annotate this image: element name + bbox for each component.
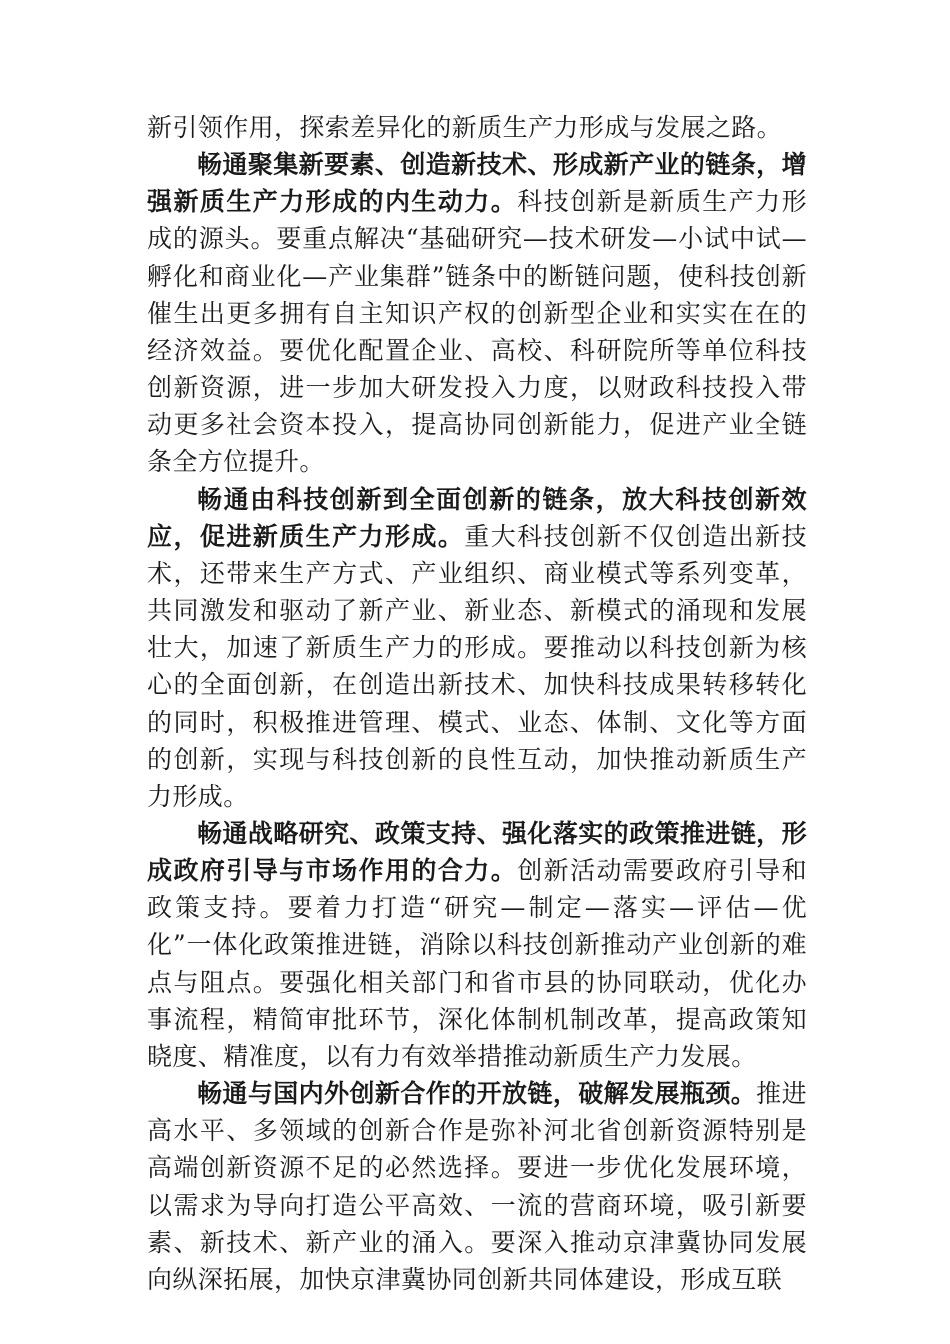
paragraph-body: 重大科技创新不仅创造出新技术，还带来生产方式、产业组织、商业模式等系列变革，共同激发和驱动了新产业、新业态、新模式的涌现和发展壮大，加速了新质生产力的形成。要推动以科技创新为核心的全面创新，在创造出新技术、加快科技成果转移转化的同时，积极推进管理、模式、业态、体制、文化等方面的创新，实现与科技创新的良性互动，加快推动新质生产力形成。 <box>147 521 807 811</box>
paragraph-lead: 畅通由科技创新到全面创新的链条，放大科技创新效应，促进新质生产力形成。 <box>147 484 807 551</box>
paragraph-lead: 畅通聚集新要素、创造新技术、形成新产业的链条，增强新质生产力形成的内生动力。 <box>147 150 807 217</box>
paragraph-lead: 畅通与国内外创新合作的开放链，破解发展瓶颈。 <box>197 1079 757 1109</box>
paragraph-body: 创新活动需要政府引导和政策支持。要着力打造“研究—制定—落实—评估—优化”一体化政策推进链，消除以科技创新推动产业创新的难点与阻点。要强化相关部门和省市县的协同联动，优化办事流程，精简审批环节，深化体制机制改革，提高政策知晓度、精准度，以有力有效举措推动新质生产力发展。 <box>147 856 807 1071</box>
paragraph-comprehensive-innovation <box>147 481 807 815</box>
paragraph-policy-chain <box>147 815 807 1075</box>
article-body <box>147 109 807 1298</box>
paragraph-continuation <box>147 109 807 146</box>
paragraph-innovation-chain <box>147 146 807 480</box>
paragraph-body: 科技创新是新质生产力形成的源头。要重点解决“基础研究—技术研发—小试中试—孵化和商业化—产业集群”链条中的断链问题，使科技创新催生出更多拥有自主知识产权的创新型企业和实实在在的经济效益。要优化配置企业、高校、科研院所等单位科技创新资源，进一步加大研发投入力度，以财政科技投入带动更多社会资本投入，提高协同创新能力，促进产业全链条全方位提升。 <box>147 187 807 477</box>
paragraph-body: 新引领作用，探索差异化的新质生产力形成与发展之路。 <box>147 113 783 142</box>
paragraph-lead: 畅通战略研究、政策支持、强化落实的政策推进链，形成政府引导与市场作用的合力。 <box>147 818 807 886</box>
paragraph-open-cooperation <box>147 1075 807 1298</box>
paragraph-body: 推进高水平、多领域的创新合作是弥补河北省创新资源特别是高端创新资源不足的必然选择。要进一步优化发展环境，以需求为导向打造公平高效、一流的营商环境，吸引新要素、新技术、新产业的涌入。要深入推动京津冀协同发展向纵深拓展，加快京津冀协同创新共同体建设，形成互联 <box>147 1079 807 1294</box>
